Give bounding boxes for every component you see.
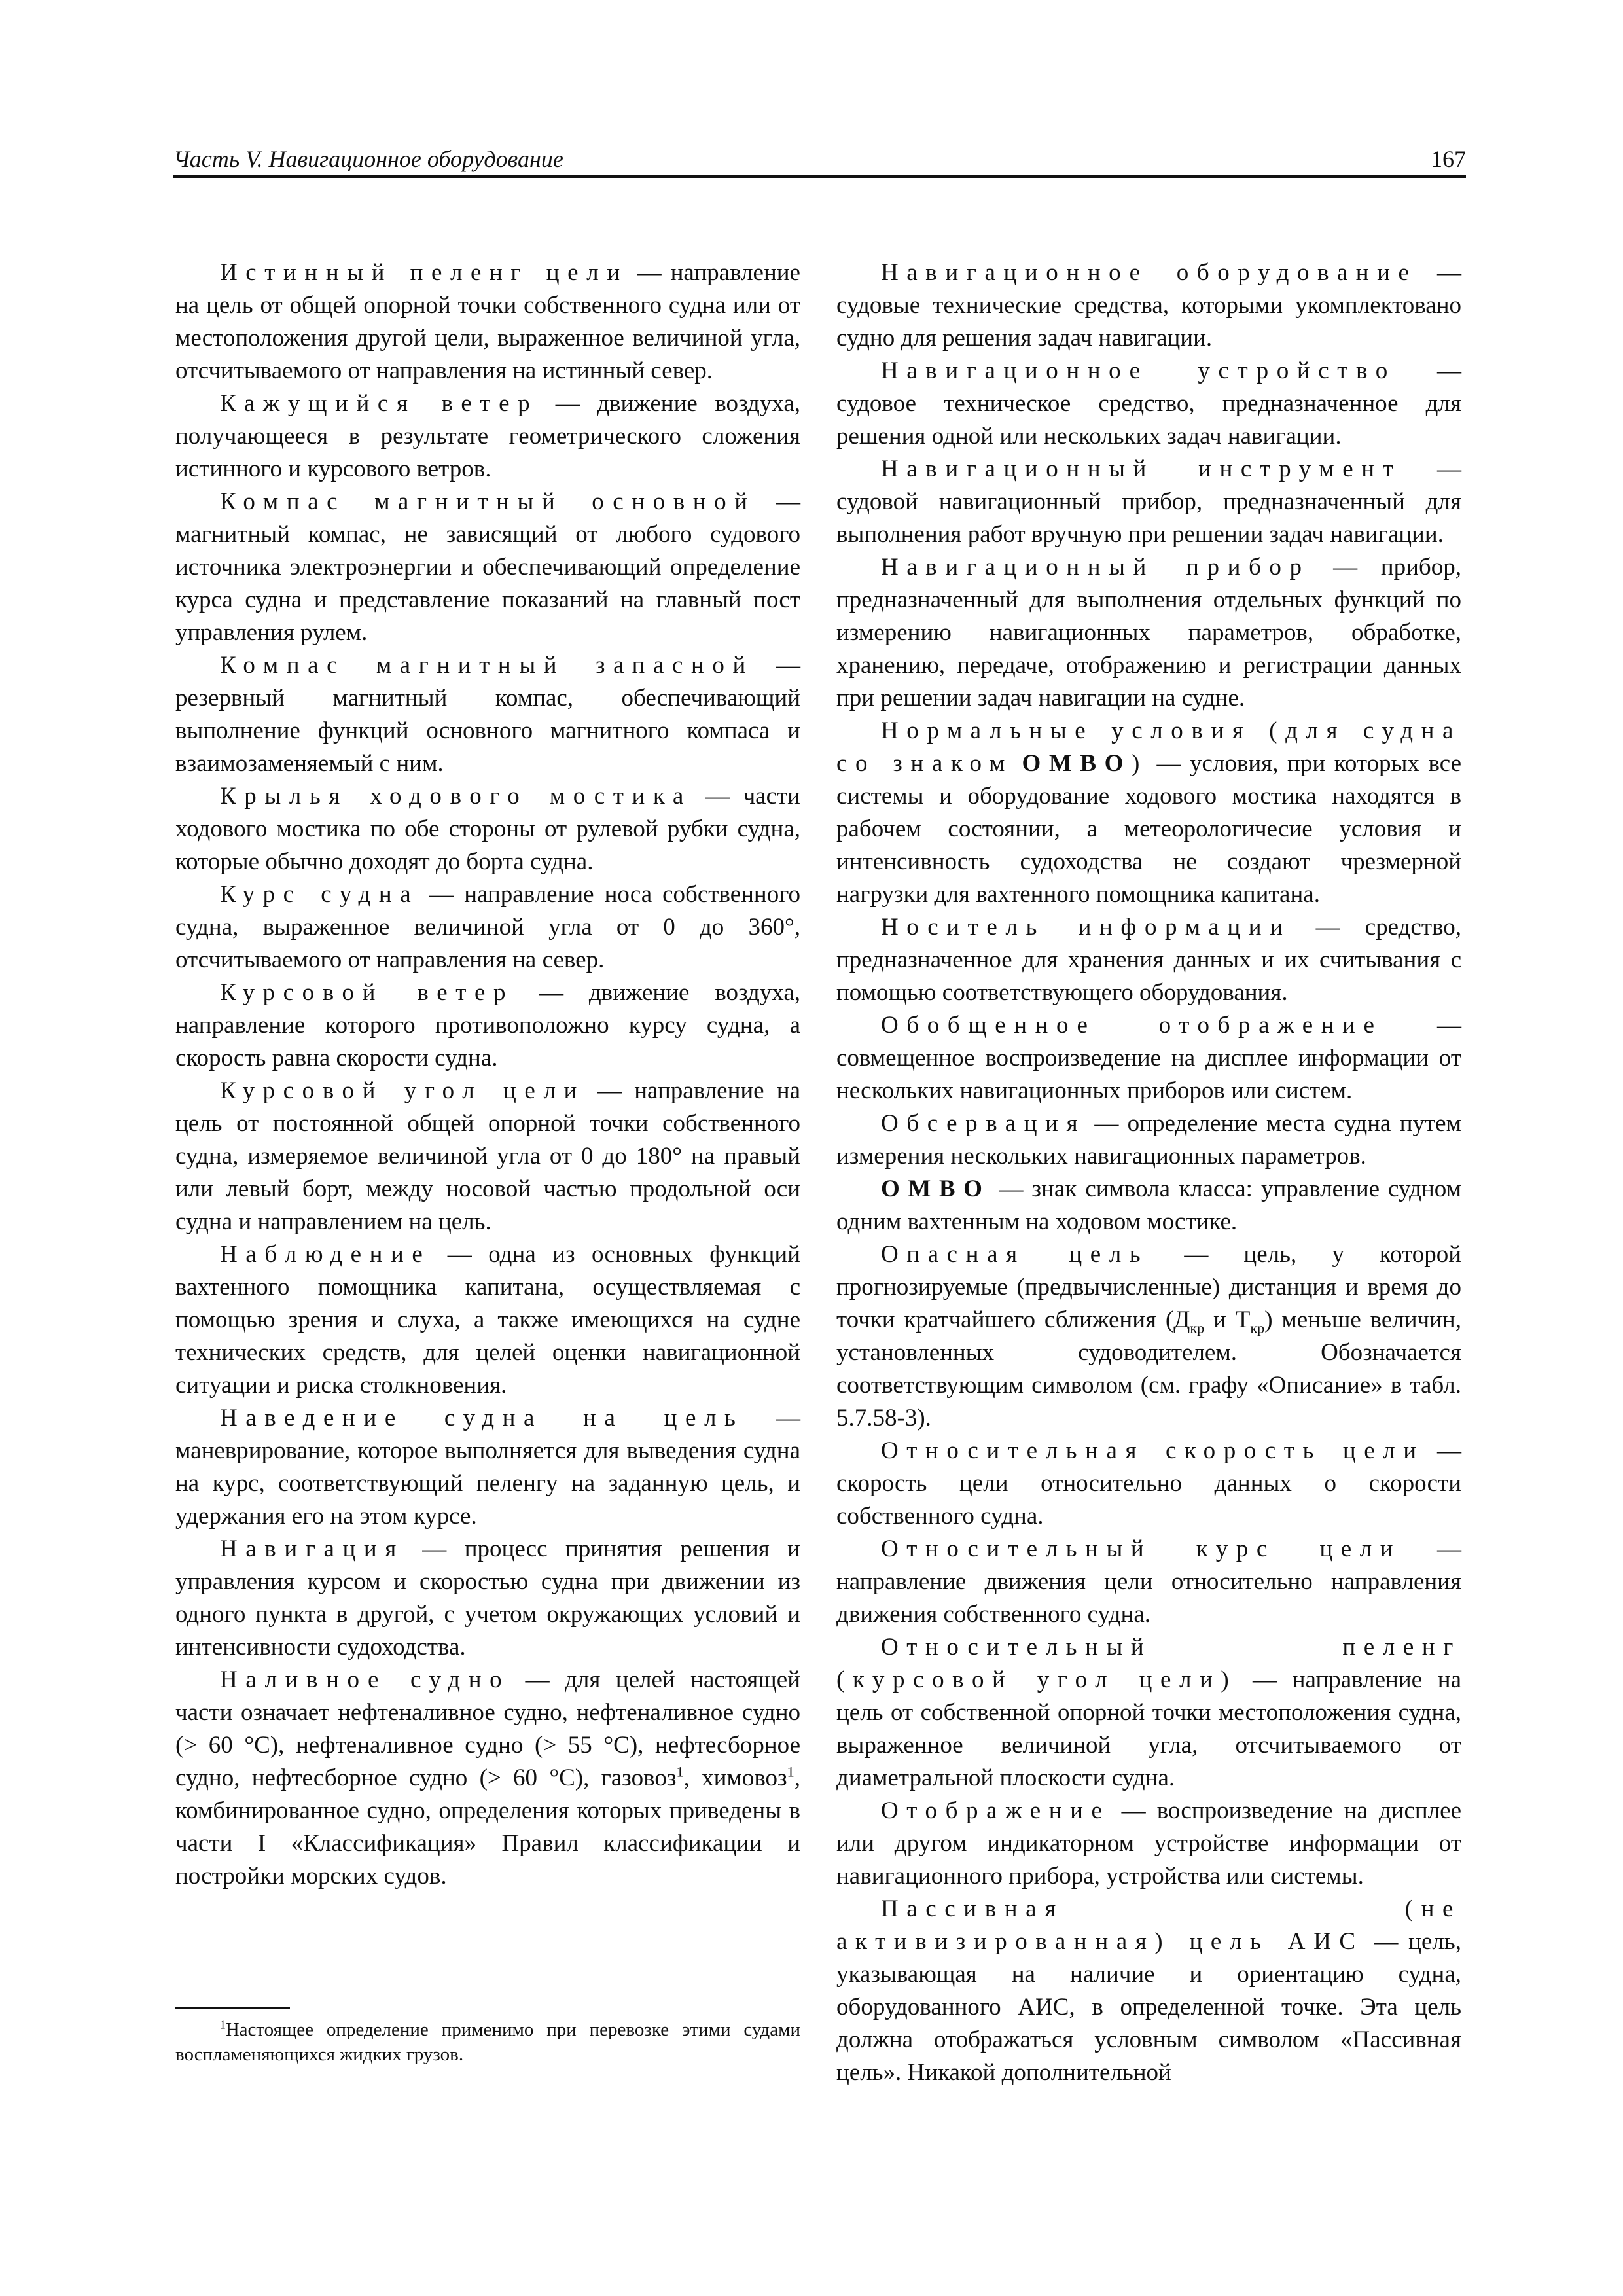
- definition: [175, 878, 800, 977]
- definition-text: — процесс принятия решения и управления курсом и скоростью судна при движении из одного пункта в другой, с учетом окружающих условий и интенсивности судоходства.: [175, 1535, 800, 1660]
- definition-text: — знак символа класса: управление судном одним вахтенным на ходовом мостике.: [836, 1175, 1461, 1235]
- definition-term: Опасная цель: [881, 1241, 1149, 1268]
- definition: [836, 355, 1461, 453]
- header-rule: [173, 175, 1466, 178]
- definition: [175, 649, 800, 780]
- definition: [175, 387, 800, 486]
- definition: [836, 1435, 1461, 1533]
- definition-term: Наливное судно: [220, 1666, 510, 1693]
- definition-text: — совмещенное воспроизведение на дисплее информации от нескольких навигационных приборов или систем.: [836, 1012, 1462, 1104]
- definition-term: Обсервация: [881, 1110, 1086, 1137]
- definition-text: — судовые технические средства, которыми укомплектовано судно для решения задач навигации.: [836, 259, 1461, 351]
- definition-term: Курсовой угол цели: [220, 1077, 585, 1104]
- definition-term: Курс судна: [220, 881, 419, 908]
- definition-term: Крылья ходового мостика: [220, 783, 692, 810]
- page-number: 167: [1431, 146, 1466, 172]
- definition-text: — судовой навигационный прибор, предназначенный для выполнения работ вручную при решении задач навигации.: [836, 456, 1461, 548]
- definition: [175, 780, 800, 878]
- right-column: [836, 257, 1461, 2089]
- definition-term-end: ): [1131, 750, 1148, 777]
- definition-term: Курсовой ветер: [220, 979, 514, 1006]
- definition-text: — цель, у которой прогнозируемые (предвычисленные) дистанция и время до точки кратчайшего сближения (Д: [836, 1241, 1461, 1333]
- definition-dangerous-target: [836, 1238, 1461, 1435]
- footnote-text: Настоящее определение применимо при перевозке этими судами воспламеняющихся жидких грузов.: [175, 2019, 800, 2065]
- definition: [836, 911, 1461, 1009]
- definition-text: — направление движения цели относительно направления движения собственного судна.: [836, 1535, 1461, 1628]
- definition-text: — магнитный компас, не зависящий от любого судового источника электроэнергии и обеспечивающий определение курса судна и представление показаний на главный пост управления рулем.: [175, 488, 801, 646]
- definition-text: , химовоз: [683, 1765, 787, 1791]
- definition-text: — для целей настоящей части означает нефтеналивное судно, нефтеналивное судно (> 60 °C), нефтеналивное судно (> 55 °C), нефтесборное судно, нефтесборное судно (> 60 °C), газовоз: [175, 1666, 800, 1791]
- definition-term: Отображение: [881, 1797, 1111, 1824]
- definition-text: , комбинированное судно, определения которых приведены в части I «Классификация» Правил классификации и постройки морских судов.: [175, 1765, 800, 1890]
- definition-text: — движение воздуха, получающееся в результате геометрического сложения истинного и курсового ветров.: [175, 390, 800, 482]
- definition: [175, 1402, 800, 1533]
- definition-term: Навигационное оборудование: [881, 259, 1418, 286]
- definition: [836, 1631, 1461, 1795]
- definition-text: — направление носа собственного судна, выраженное величиной угла от 0 до 360°, отсчитываемого от направления на север.: [175, 881, 800, 973]
- definition-text: — условия, при которых все системы и оборудование ходового мостика находятся в рабочем состоянии, а метеорологичесие условия и интенсивность судоходства не создают чрезмерной нагрузки для вахтенного помощника капитана.: [836, 750, 1461, 908]
- left-column: [175, 257, 800, 1893]
- definition-normal-conditions: [836, 715, 1461, 911]
- definition-term: Относительный пеленг (курсовой угол цели): [836, 1634, 1461, 1693]
- definition-term: Истинный пеленг цели: [220, 259, 628, 286]
- subscript: кр: [1250, 1319, 1265, 1336]
- definition: [175, 486, 800, 649]
- definition-text: — части ходового мостика по обе стороны от рулевой рубки судна, которые обычно доходят до борта судна.: [175, 783, 800, 875]
- definition-text: — маневрирование, которое выполняется для выведения судна на курс, соответствующий пеленгу на заданную цель, и удержания его на этом курсе.: [175, 1405, 800, 1530]
- class-mark-ombo: OMBO: [881, 1175, 991, 1202]
- definition-term: Относительная скорость цели: [881, 1437, 1425, 1464]
- definition: [836, 1893, 1461, 2089]
- definition: [836, 1107, 1461, 1173]
- definition-term: Относительный курс цели: [881, 1535, 1402, 1562]
- definition-term: Наведение судна на цель: [220, 1405, 744, 1431]
- definition: [175, 1075, 800, 1238]
- definition: [175, 1238, 800, 1402]
- definition-text: — резервный магнитный компас, обеспечивающий выполнение функций основного магнитного компаса и взаимозаменяемый с ним.: [175, 652, 800, 777]
- footnote-mark: 1: [220, 2018, 226, 2032]
- definition-term: Обобщенное отображение: [881, 1012, 1383, 1039]
- definition-term: Навигационный прибор: [881, 554, 1310, 581]
- definition-term: Нормальные условия (для судна со знаком: [836, 717, 1461, 777]
- definition-text: — средство, предназначенное для хранения данных и их считывания с помощью соответствующего оборудования.: [836, 914, 1461, 1006]
- definition-tanker: [175, 1664, 800, 1893]
- definition: [175, 257, 800, 387]
- definition-term: Навигационный инструмент: [881, 456, 1402, 482]
- definition-text: — скорость цели относительно данных о скорости собственного судна.: [836, 1437, 1461, 1530]
- definition-text: — цель, указывающая на наличие и ориентацию судна, оборудованного АИС, в определенной точке. Эта цель должна отображаться условным символом «Пассивная цель». Никакой дополнительной: [836, 1928, 1461, 2086]
- footnote-rule: [175, 2007, 290, 2009]
- definition-ombo: [836, 1173, 1461, 1238]
- definition: [836, 1009, 1461, 1107]
- subscript: кр: [1190, 1319, 1205, 1336]
- definition-text: — одна из основных функций вахтенного помощника капитана, осуществляемая с помощью зрения и слуха, а также имеющихся на судне технических средств, для целей оценки навигационной ситуации и риска столкновения.: [175, 1241, 800, 1399]
- definition-term: Наблюдение: [220, 1241, 431, 1268]
- definition: [175, 977, 800, 1075]
- footnote-ref: 1: [676, 1763, 684, 1780]
- definition-text: — направление на цель от постоянной общей опорной точки собственного судна, измеряемое величиной угла от 0 до 180° на правый или левый борт, между носовой частью продольной оси судна и направлением на цель.: [175, 1077, 801, 1235]
- definition-term: Навигация: [220, 1535, 404, 1562]
- definition-text: — направление на цель от собственной опорной точки местоположения судна, выраженное величиной угла, отсчитываемого от диаметральной плоскости судна.: [836, 1666, 1461, 1791]
- definition-term: Кажущийся ветер: [220, 390, 539, 417]
- definition: [175, 1533, 800, 1664]
- definition: [836, 453, 1461, 551]
- footnote-ref: 1: [787, 1763, 794, 1780]
- definition-text: ) меньше величин, установленных судоводителем. Обозначается соответствующим символом (см. графу «Описание» в табл. 5.7.58-3).: [836, 1306, 1461, 1431]
- definition-text: — определение места судна путем измерения нескольких навигационных параметров.: [836, 1110, 1461, 1170]
- class-mark-ombo: OMBO: [1022, 750, 1132, 777]
- definition-text: и Т: [1204, 1306, 1251, 1333]
- definition-text: — судовое техническое средство, предназначенное для решения одной или нескольких задач навигации.: [836, 357, 1461, 450]
- definition-text: — направление на цель от общей опорной точки собственного судна или от местоположения другой цели, выраженное величиной угла, отсчитываемого от направления на истинный север.: [175, 259, 800, 384]
- definition-term: Носитель информации: [881, 914, 1291, 941]
- running-title: Часть V. Навигационное оборудование: [173, 146, 563, 172]
- definition: [836, 257, 1461, 355]
- definition-term: Компас магнитный запасной: [220, 652, 754, 679]
- footnote: [175, 2017, 800, 2067]
- definition-term: Компас магнитный основной: [220, 488, 756, 515]
- definition: [836, 1533, 1461, 1631]
- page-header: [173, 145, 1466, 177]
- definition: [836, 1795, 1461, 1893]
- definition-term: Пассивная (не активизированная) цель АИС: [836, 1895, 1461, 1955]
- definition-term: Навигационное устройство: [881, 357, 1396, 384]
- definition-text: — воспроизведение на дисплее или другом индикаторном устройстве информации от навигационного прибора, устройства или системы.: [836, 1797, 1461, 1890]
- definition-text: — прибор, предназначенный для выполнения отдельных функций по измерению навигационных параметров, обработке, хранению, передаче, отображению и регистрации данных при решении задач навигации на судне.: [836, 554, 1461, 711]
- definition: [836, 551, 1461, 715]
- definition-text: — движение воздуха, направление которого противоположно курсу судна, а скорость равна скорости судна.: [175, 979, 800, 1071]
